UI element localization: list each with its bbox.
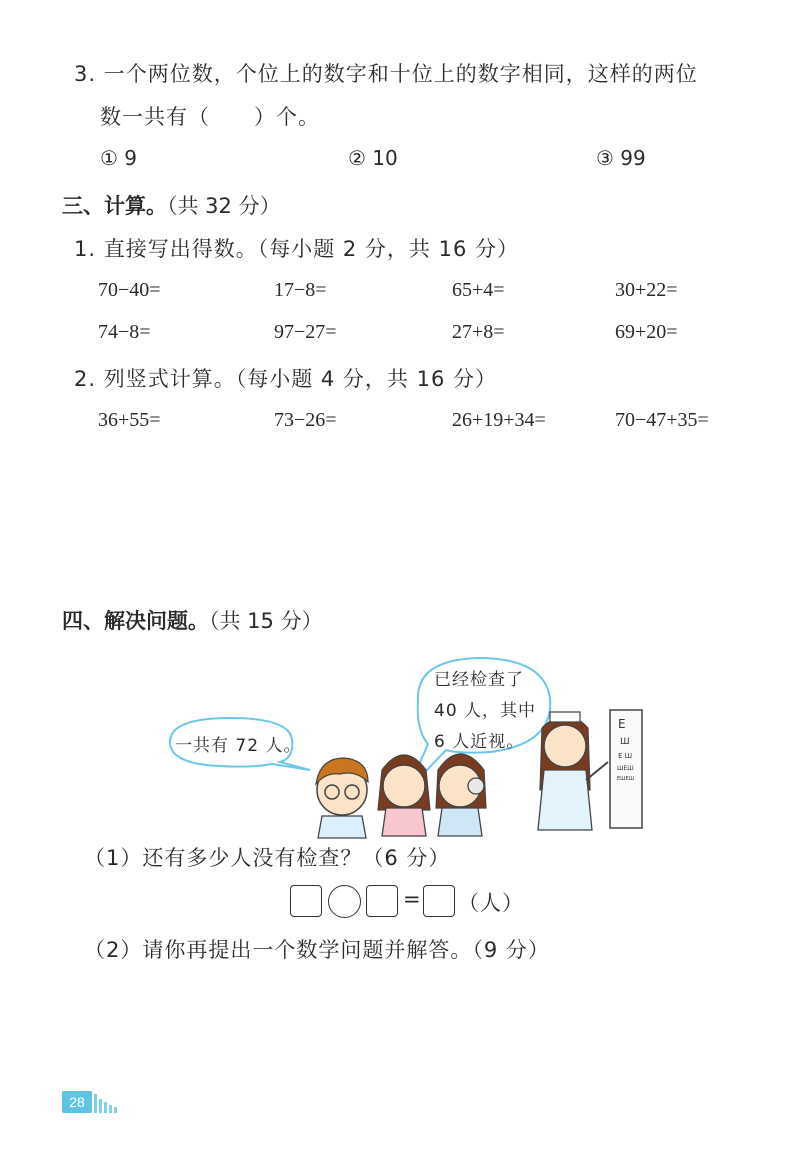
answer-box-3[interactable] [423, 885, 455, 917]
svg-text:Ш: Ш [620, 737, 630, 747]
section4-heading [62, 605, 323, 635]
section4-title: 四、解决问题。 [62, 609, 209, 633]
calc-r2-c4: 69+20= [615, 321, 678, 343]
bubble-right-line3: 6 人近视。 [434, 732, 525, 752]
vertical-c2: 73−26= [274, 409, 337, 431]
section4-q1: （1）还有多少人没有检查？（6 分） [84, 846, 451, 870]
svg-text:ШEШ: ШEШ [617, 765, 634, 772]
section3-heading [62, 190, 281, 220]
svg-text:E: E [618, 717, 626, 731]
vertical-c1: 36+55= [98, 409, 161, 431]
operator-circle[interactable] [328, 885, 361, 918]
girl-figure-2 [436, 754, 486, 836]
calc-r1-c3: 65+4= [452, 279, 505, 301]
boy-figure [316, 758, 368, 838]
calc-r1-c4: 30+22= [615, 279, 678, 301]
calc-r2-c3: 27+8= [452, 321, 505, 343]
eye-chart-icon [610, 710, 642, 828]
answer-unit: （人） [458, 891, 524, 915]
svg-text:EШEШ: EШEШ [617, 776, 635, 782]
calc-r2-c2: 97−27= [274, 321, 337, 343]
vertical-c3: 26+19+34= [452, 409, 546, 431]
bubble-right-line1: 已经检查了 [434, 670, 524, 690]
svg-text:E Ш: E Ш [618, 752, 633, 760]
calc-r1-c1: 70−40= [98, 279, 161, 301]
q3-line1: 3. 一个两位数，个位上的数字和十位上的数字相同，这样的两位 [74, 62, 698, 86]
doctor-figure [538, 712, 608, 830]
section3-title: 三、计算。 [62, 194, 167, 218]
bubble-left-text: 一共有 72 人。 [175, 736, 302, 756]
girl-figure-1 [378, 755, 430, 836]
q3-option-3[interactable]: ③ 99 [596, 146, 646, 170]
section4-points: （共 15 分） [209, 609, 323, 633]
q3-line2: 数一共有（ ）个。 [100, 105, 320, 129]
page-number: 28 [62, 1091, 92, 1113]
q3-option-1[interactable]: ① 9 [100, 146, 138, 170]
calc-r2-c1: 74−8= [98, 321, 151, 343]
section3-p2-title: 2. 列竖式计算。（每小题 4 分，共 16 分） [74, 367, 497, 391]
bubble-right-line2: 40 人，其中 [434, 701, 537, 721]
section3-points: （共 32 分） [167, 194, 281, 218]
answer-box-2[interactable] [366, 885, 398, 917]
vertical-c4: 70−47+35= [615, 409, 709, 431]
q3-option-2[interactable]: ② 10 [348, 146, 398, 170]
section3-p1-title: 1. 直接写出得数。（每小题 2 分，共 16 分） [74, 237, 519, 261]
equals-sign: = [403, 887, 422, 911]
section4-q2: （2）请你再提出一个数学问题并解答。（9 分） [84, 938, 550, 962]
calc-r1-c2: 17−8= [274, 279, 327, 301]
answer-box-1[interactable] [290, 885, 322, 917]
